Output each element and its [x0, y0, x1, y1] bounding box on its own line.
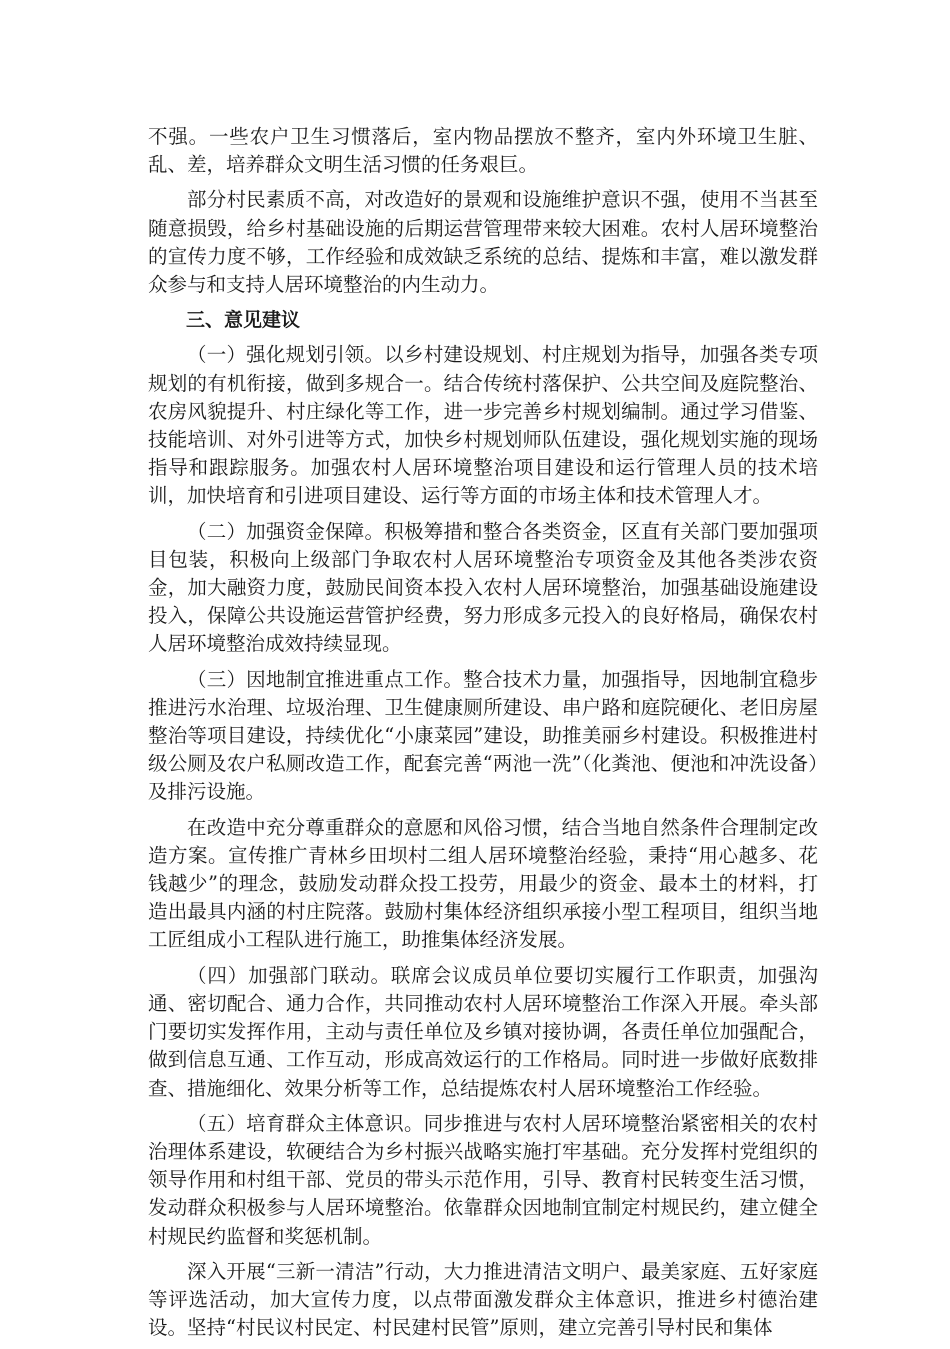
document-body	[148, 123, 818, 1349]
paragraph-planning: （一）强化规划引领。以乡村建设规划、村庄规划为指导，加强各类专项规划的有机衔接，做到多规合一。结合传统村落保护、公共空间及庭院整治、农房风貌提升、村庄绿化等工作，进一步完善乡村规划编制。通过学习借鉴、技能培训、对外引进等方式，加快乡村规划师队伍建设，强化规划实施的现场指导和跟踪服务。加强农村人居环境整治项目建设和运行管理人员的技术培训，加快培育和引进项目建设、运行等方面的市场主体和技术管理人才。	[148, 343, 818, 508]
paragraph-funding: （二）加强资金保障。积极筹措和整合各类资金，区直有关部门要加强项目包装，积极向上级部门争取农村人居环境整治专项资金及其他各类涉农资金，加大融资力度，鼓励民间资本投入农村人居环境整治，加强基础设施建设投入，保障公共设施运营管护经费，努力形成多元投入的良好格局，确保农村人居环境整治成效持续显现。	[148, 519, 818, 656]
paragraph-renovation: 在改造中充分尊重群众的意愿和风俗习惯，结合当地自然条件合理制定改造方案。宣传推广青林乡田坝村二组人居环境整治经验，秉持“用心越多、花钱越少”的理念，鼓励发动群众投工投劳，用最少的资金、最本土的材料，打造出最具内涵的村庄院落。鼓励村集体经济组织承接小型工程项目，组织当地工匠组成小工程队进行施工，助推集体经济发展。	[148, 815, 818, 952]
paragraph-coordination: （四）加强部门联动。联席会议成员单位要切实履行工作职责，加强沟通、密切配合、通力合作，共同推动农村人居环境整治工作深入开展。牵头部门要切实发挥作用，主动与责任单位及乡镇对接协调，各责任单位加强配合，做到信息互通、工作互动，形成高效运行的工作格局。同时进一步做好底数排查、措施细化、效果分析等工作，总结提炼农村人居环境整治工作经验。	[148, 963, 818, 1100]
section-heading: 三、意见建议	[186, 309, 301, 332]
paragraph-public-awareness: （五）培育群众主体意识。同步推进与农村人居环境整治紧密相关的农村治理体系建设，软硬结合为乡村振兴战略实施打牢基础。充分发挥村党组织的领导作用和村组干部、党员的带头示范作用，引导、教育村民转变生活习惯，发动群众积极参与人居环境整治。依靠群众因地制宜制定村规民约，建立健全村规民约监督和奖惩机制。	[148, 1111, 818, 1248]
paragraph-key-work: （三）因地制宜推进重点工作。整合技术力量，加强指导，因地制宜稳步推进污水治理、垃圾治理、卫生健康厕所建设、串户路和庭院硬化、老旧房屋整治等项目建设，持续优化“小康菜园”建设，助推美丽乡村建设。积极推进村级公厕及农户私厕改造工作，配套完善“两池一洗”（化粪池、便池和冲洗设备）及排污设施。	[148, 667, 818, 804]
paragraph-problems: 部分村民素质不高，对改造好的景观和设施维护意识不强，使用不当甚至随意损毁，给乡村基础设施的后期运营管理带来较大困难。农村人居环境整治的宣传力度不够，工作经验和成效缺乏系统的总结、提炼和丰富，难以激发群众参与和支持人居环境整治的内生动力。	[148, 188, 818, 297]
paragraph-campaign: 深入开展“三新一清洁”行动，大力推进清洁文明户、最美家庭、五好家庭等评选活动，加大宣传力度，以点带面激发群众主体意识，推进乡村德治建设。坚持“村民议村民定、村民建村民管”原则，建立完善引导村民和集体	[148, 1259, 818, 1340]
paragraph-continued: 不强。一些农户卫生习惯落后，室内物品摆放不整齐，室内外环境卫生脏、乱、差，培养群众文明生活习惯的任务艰巨。	[148, 125, 818, 177]
